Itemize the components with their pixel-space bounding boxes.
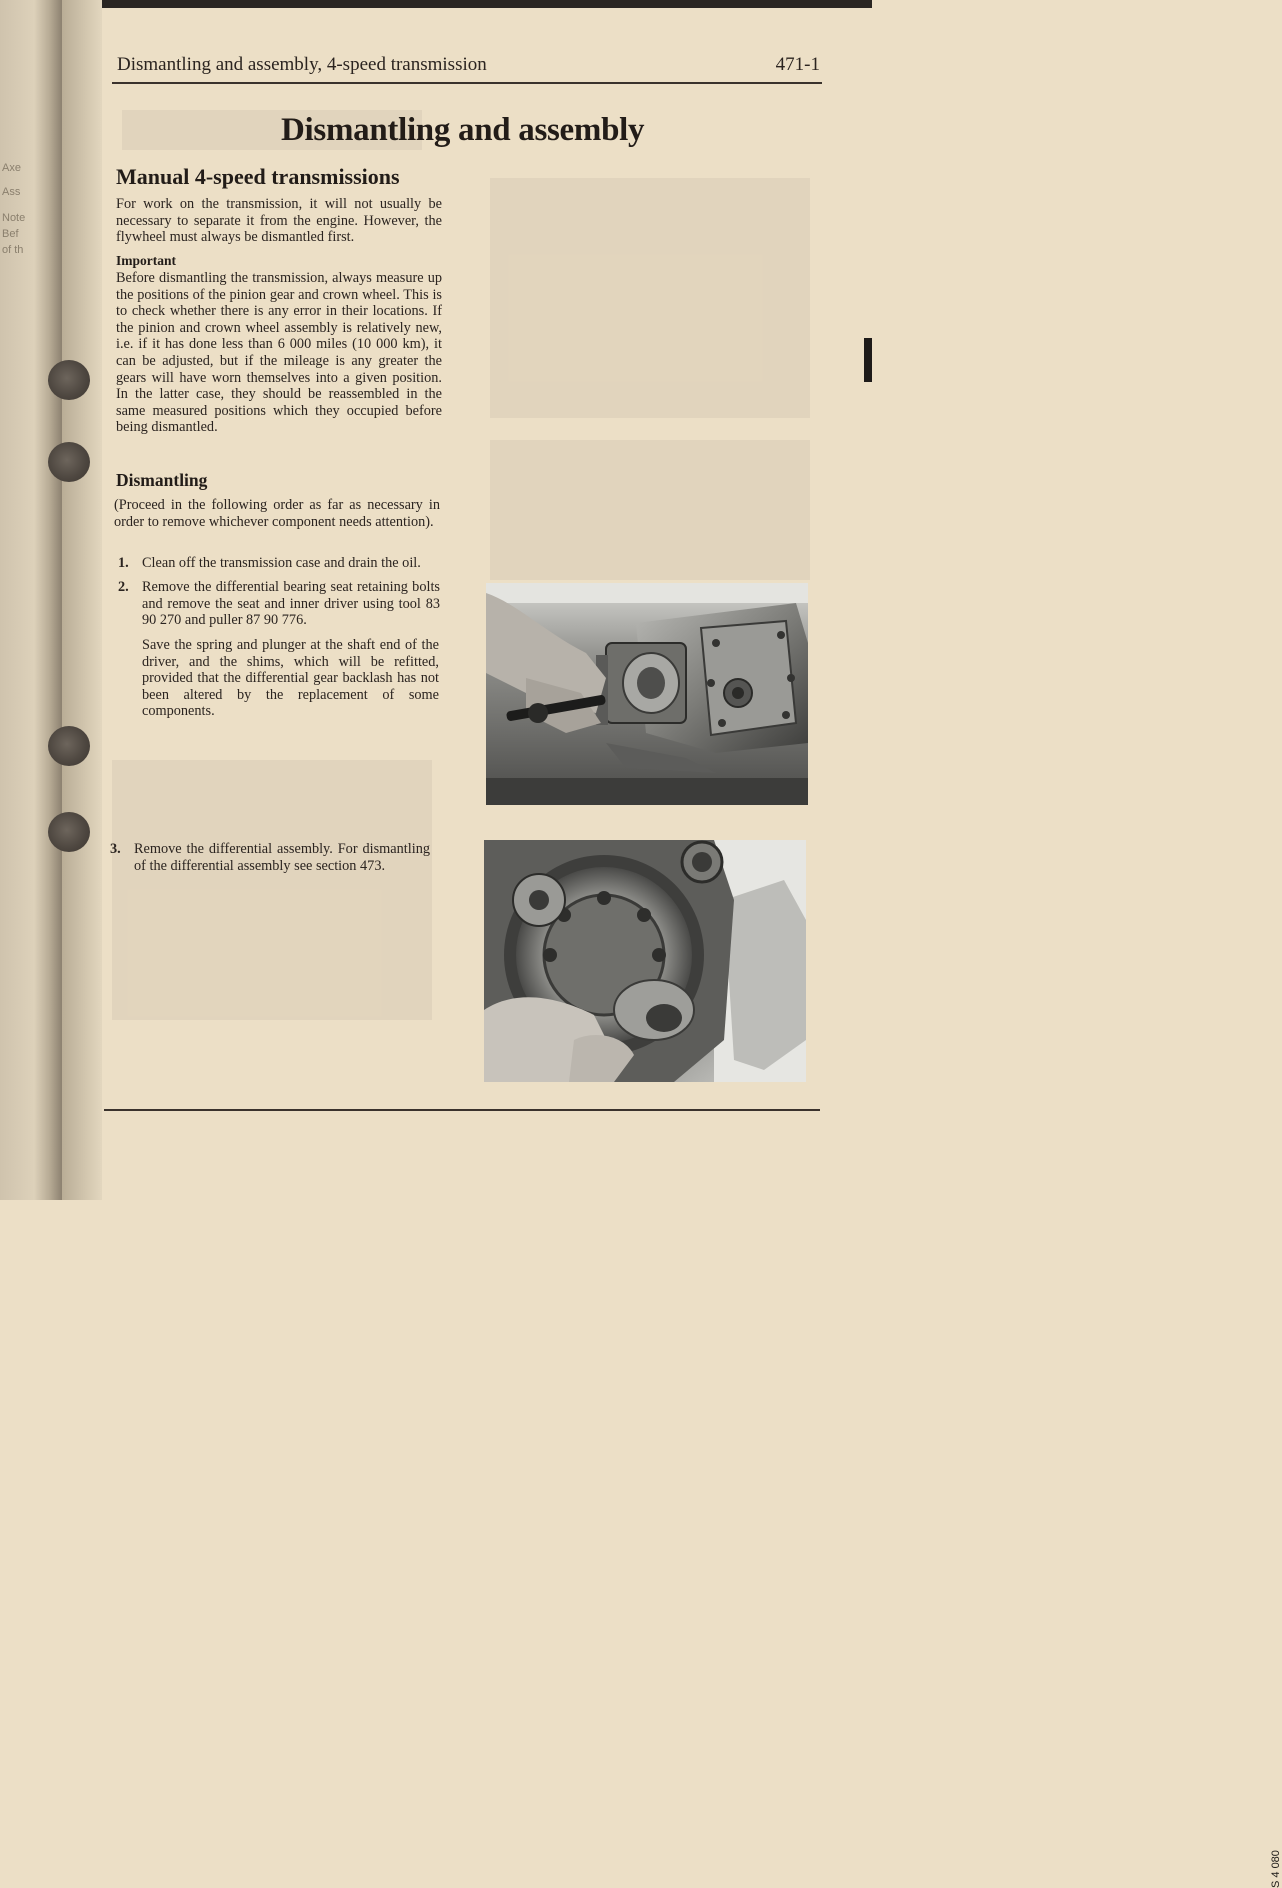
punch-hole	[48, 360, 90, 400]
page-number: 471-1	[775, 54, 820, 75]
page-title: Dismantling and assembly	[281, 112, 645, 148]
intro-paragraph: For work on the transmission, it will not usually be necessary to separate it from the engine. However, the flywheel must always be dismantled first.	[116, 196, 442, 246]
running-head: Dismantling and assembly, 4-speed transmission	[117, 54, 487, 75]
photo-differential-image	[484, 840, 806, 1082]
header-rule	[112, 82, 822, 84]
photo-differential-removal	[484, 840, 1282, 1888]
dismantling-heading: Dismantling	[116, 470, 208, 490]
section-tab-marker	[864, 338, 872, 382]
punch-hole	[48, 726, 90, 766]
show-through	[490, 178, 810, 418]
binding-fragment: Ass	[2, 186, 21, 198]
step-text: Remove the differential bearing seat retaining bolts and remove the seat and inner driver using tool 83 90 270 and puller 87 90 776.	[142, 579, 440, 629]
footer-rule	[104, 1109, 820, 1111]
binding-fragment: Note	[2, 212, 26, 224]
binding-margin	[0, 0, 62, 1200]
dismantling-intro: (Proceed in the following order as far as necessary in order to remove whichever component needs attention).	[114, 497, 440, 530]
step-number: 1.	[118, 555, 129, 571]
photo-puller-removal	[486, 583, 808, 805]
punch-hole	[48, 812, 90, 852]
step-number: 3.	[110, 841, 121, 857]
photo-puller-image	[486, 583, 808, 805]
page-edge-shadow	[0, 0, 872, 8]
binding-fragment: of th	[2, 244, 24, 256]
show-through	[112, 760, 432, 1020]
section-title: Manual 4-speed transmissions	[116, 164, 400, 189]
binding-fragment: Bef	[2, 228, 19, 240]
punch-hole	[48, 442, 90, 482]
figure-code: S 4 080	[1270, 1850, 1282, 1888]
important-paragraph: Before dismantling the transmission, always measure up the positions of the pinion gear and crown wheel. This is to check whether there is any error in their locations. If the pinion and crown wheel assembly is relatively new, i.e. if it has done less than 6 000 miles (10 000 km), it can be adjusted, but if the mileage is any greater the gears will have worn themselves into a given position. In the latter case, they should be reassembled in the same measured positions which they occupied before being dismantled.	[116, 270, 442, 436]
page-gutter	[62, 0, 102, 1200]
step-note: Save the spring and plunger at the shaft end of the driver, and the shims, which will be refitted, provided that the differential gear backlash has not been altered by the replacement of some components.	[142, 637, 439, 720]
step-text: Remove the differential assembly. For dismantling of the differential assembly see section 473.	[134, 841, 430, 874]
important-label: Important	[116, 253, 176, 268]
step-text: Clean off the transmission case and drain the oil.	[142, 555, 421, 571]
step-number: 2.	[118, 579, 129, 595]
show-through	[490, 440, 810, 580]
binding-fragment: Axe	[2, 162, 21, 174]
